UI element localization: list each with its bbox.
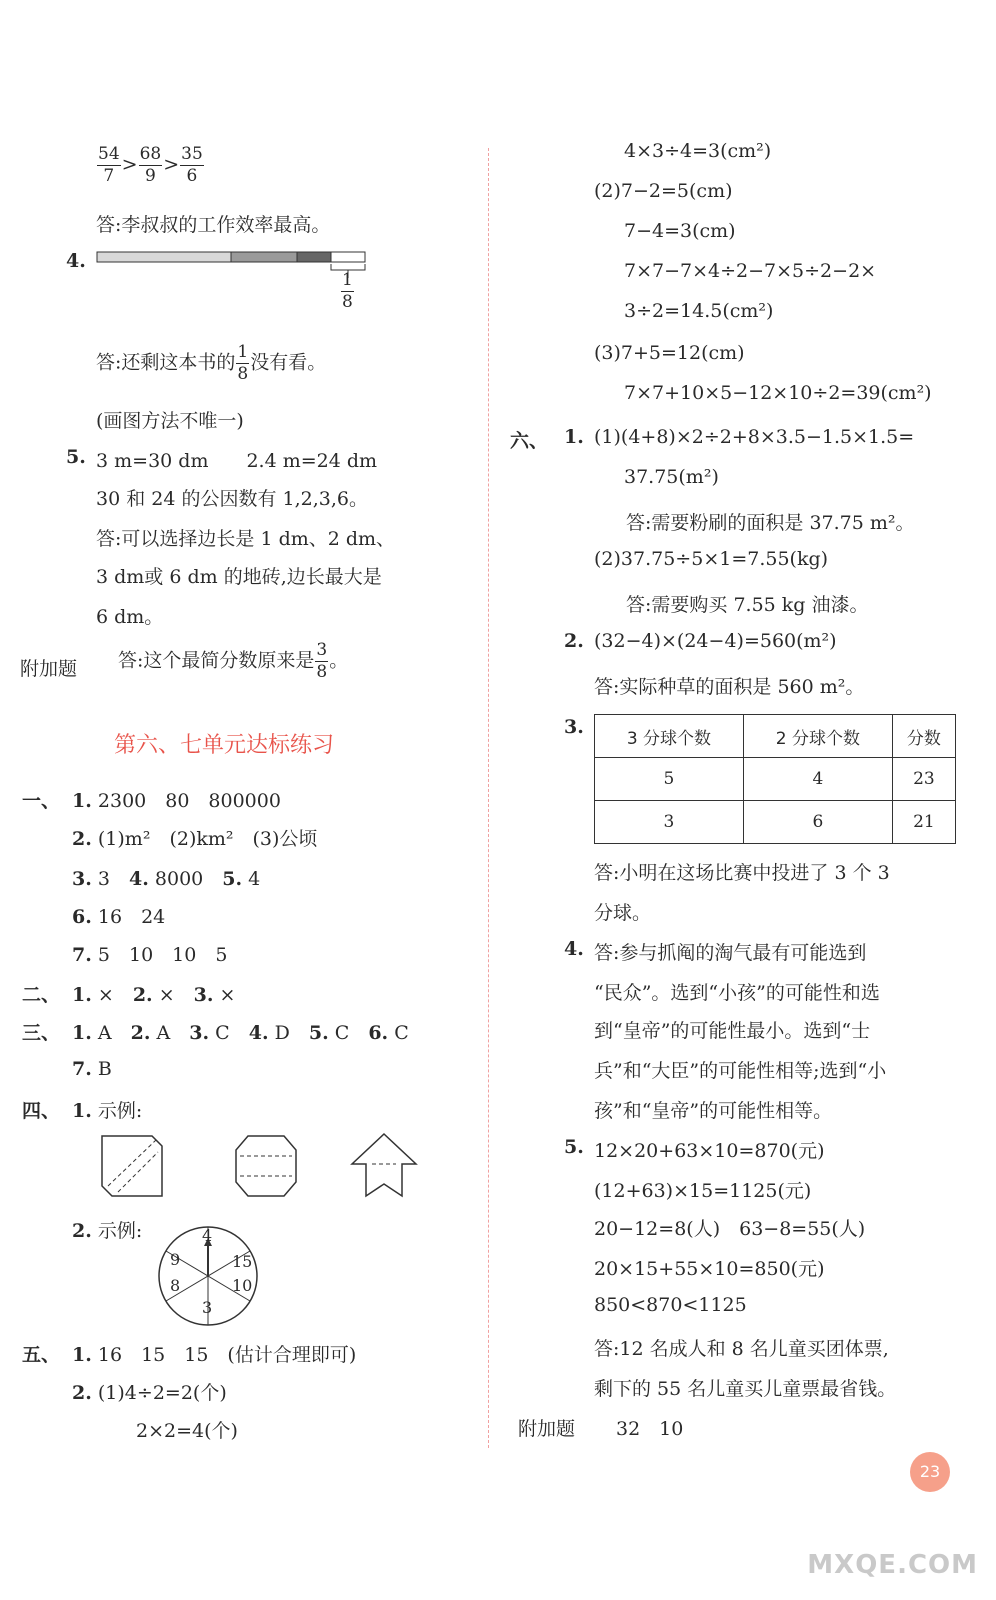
table-header: 分数 bbox=[892, 715, 955, 758]
answer-line: 3 m=30 dm 2.4 m=24 dm bbox=[96, 450, 378, 472]
table-header: 2 分球个数 bbox=[743, 715, 892, 758]
answer-line: 7×7−7×4÷2−7×5÷2−2× bbox=[624, 260, 877, 282]
question-number: 5. bbox=[564, 1136, 584, 1158]
answer-line: (3)7+5=12(cm) bbox=[594, 342, 745, 364]
table-cell: 21 bbox=[892, 801, 955, 844]
answer-line: 答:12 名成人和 8 名儿童买团体票, bbox=[594, 1338, 889, 1360]
answer-line: 3 dm或 6 dm 的地砖,边长最大是 bbox=[96, 566, 382, 588]
section-label: 一、 bbox=[22, 790, 61, 812]
question-number: 5. bbox=[66, 446, 86, 468]
table-header-row bbox=[595, 715, 956, 758]
answer-line: 答:需要购买 7.55 kg 油漆。 bbox=[626, 594, 869, 616]
answer-line: 3. 3 4. 8000 5. 4 bbox=[72, 868, 261, 890]
bonus-label: 附加题 bbox=[518, 1418, 576, 1440]
section-label: 四、 bbox=[22, 1100, 61, 1122]
watermark: MXQE.COM bbox=[807, 1550, 978, 1580]
spinner-value: 4 bbox=[202, 1226, 213, 1245]
bonus-answer: 32 10 bbox=[616, 1418, 684, 1440]
answer-line: (32−4)×(24−4)=560(m²) bbox=[594, 630, 837, 652]
page-number-badge: 23 bbox=[910, 1452, 950, 1492]
answer-line: 7. B bbox=[72, 1058, 112, 1080]
answer-line: 1. 示例: bbox=[72, 1100, 143, 1122]
answer-line: 1. 2300 80 800000 bbox=[72, 790, 281, 812]
table-row bbox=[595, 758, 956, 801]
answer-text: 答:李叔叔的工作效率最高。 bbox=[96, 214, 331, 236]
table-cell: 5 bbox=[595, 758, 744, 801]
answer-line: 答:参与抓阄的淘气最有可能选到 bbox=[594, 942, 867, 964]
fraction: $\frac{54}{7}$ bbox=[98, 144, 120, 186]
answer-line: (1)(4+8)×2÷2+8×3.5−1.5×1.5= bbox=[594, 426, 915, 448]
table-cell: 3 bbox=[595, 801, 744, 844]
answer-line: 7−4=3(cm) bbox=[624, 220, 736, 242]
answer-line: 答:实际种草的面积是 560 m²。 bbox=[594, 676, 865, 698]
answer-line: 兵”和“大臣”的可能性相等;选到“小 bbox=[594, 1060, 887, 1082]
book-progress-diagram bbox=[96, 248, 376, 328]
answer-line: 到“皇帝”的可能性最小。选到“士 bbox=[594, 1020, 871, 1042]
answer-line: 答:小明在这场比赛中投进了 3 个 3 bbox=[594, 862, 890, 884]
fraction: $\frac{35}{6}$ bbox=[181, 144, 203, 186]
answer-line: 1. 16 15 15 (估计合理即可) bbox=[72, 1344, 357, 1366]
question-number: 1. bbox=[564, 426, 584, 448]
answer-line: 850<870<1125 bbox=[594, 1294, 747, 1316]
spinner-value: 8 bbox=[170, 1276, 181, 1295]
answer-line: 2. (1)m² (2)km² (3)公顷 bbox=[72, 828, 318, 850]
answer-line: (2)37.75÷5×1=7.55(kg) bbox=[594, 548, 829, 570]
answer-text: 答:还剩这本书的 $\frac{1}{8}$ 没有看。 bbox=[96, 342, 327, 384]
table-cell: 6 bbox=[743, 801, 892, 844]
answer-line: 30 和 24 的公因数有 1,2,3,6。 bbox=[96, 488, 368, 510]
section-label: 二、 bbox=[22, 984, 61, 1006]
question-number: 3. bbox=[564, 716, 584, 738]
answer-line: “民众”。选到“小孩”的可能性和选 bbox=[594, 982, 880, 1004]
answer-line: 剩下的 55 名儿童买儿童票最省钱。 bbox=[594, 1378, 897, 1400]
answer-line: 6. 16 24 bbox=[72, 906, 166, 928]
spinner-value: 10 bbox=[232, 1276, 253, 1295]
question-number: 2. bbox=[564, 630, 584, 652]
answer-line: 答:可以选择边长是 1 dm、2 dm、 bbox=[96, 528, 396, 550]
spinner-value: 15 bbox=[232, 1252, 253, 1271]
bonus-answer: 答:这个最简分数原来是 $\frac{3}{8}$ 。 bbox=[118, 640, 349, 682]
answer-line: 答:需要粉刷的面积是 37.75 m²。 bbox=[626, 512, 915, 534]
question-number: 4. bbox=[564, 938, 584, 960]
answer-line: 7. 5 10 10 5 bbox=[72, 944, 228, 966]
answer-line: 7×7+10×5−12×10÷2=39(cm²) bbox=[624, 382, 932, 404]
table-header: 3 分球个数 bbox=[595, 715, 744, 758]
answer-line: 6 dm。 bbox=[96, 606, 164, 628]
fraction: $\frac{68}{9}$ bbox=[139, 144, 162, 186]
score-table bbox=[594, 714, 956, 844]
bonus-label: 附加题 bbox=[20, 658, 78, 680]
answer-line: 2. (1)4÷2=2(个) bbox=[72, 1382, 227, 1404]
arrow-fold-shape bbox=[352, 1134, 416, 1196]
answer-line: (2)7−2=5(cm) bbox=[594, 180, 733, 202]
table-row bbox=[595, 801, 956, 844]
section-label: 三、 bbox=[22, 1022, 61, 1044]
question-number: 4. bbox=[66, 250, 86, 272]
answer-line: 12×20+63×10=870(元) bbox=[594, 1140, 825, 1162]
table-cell: 4 bbox=[743, 758, 892, 801]
section-label: 五、 bbox=[22, 1344, 61, 1366]
column-divider bbox=[488, 148, 489, 1448]
note-text: (画图方法不唯一) bbox=[96, 410, 244, 432]
answer-line: 2. 示例: bbox=[72, 1220, 143, 1242]
answer-line: 1. × 2. × 3. × bbox=[72, 984, 236, 1006]
answer-line: 分球。 bbox=[594, 902, 652, 924]
answer-line: 1. A 2. A 3. C 4. D 5. C 6. C bbox=[72, 1022, 409, 1044]
table-cell: 23 bbox=[892, 758, 955, 801]
answer-line: 4×3÷4=3(cm²) bbox=[624, 140, 772, 162]
answer-line: 20×15+55×10=850(元) bbox=[594, 1258, 825, 1280]
answer-line: 37.75(m²) bbox=[624, 466, 719, 488]
answer-line: 2×2=4(个) bbox=[136, 1420, 238, 1442]
fraction-comparison: $\frac{54}{7}$ > $\frac{68}{9}$ > $\frac{35}{6}$ bbox=[98, 144, 203, 186]
section-label: 六、 bbox=[510, 430, 549, 452]
spinner-value: 9 bbox=[170, 1250, 181, 1269]
square-fold-shape bbox=[102, 1136, 162, 1196]
diagram-fraction: $\frac{1}{8}$ bbox=[342, 270, 353, 312]
spinner-value: 3 bbox=[202, 1298, 213, 1317]
answer-line: (12+63)×15=1125(元) bbox=[594, 1180, 812, 1202]
folding-shapes bbox=[96, 1130, 426, 1202]
octagon-fold-shape bbox=[236, 1136, 296, 1196]
answer-line: 3÷2=14.5(cm²) bbox=[624, 300, 774, 322]
section-title: 第六、七单元达标练习 bbox=[114, 733, 335, 758]
answer-line: 20−12=8(人) 63−8=55(人) bbox=[594, 1218, 866, 1240]
answer-line: 孩”和“皇帝”的可能性相等。 bbox=[594, 1100, 833, 1122]
